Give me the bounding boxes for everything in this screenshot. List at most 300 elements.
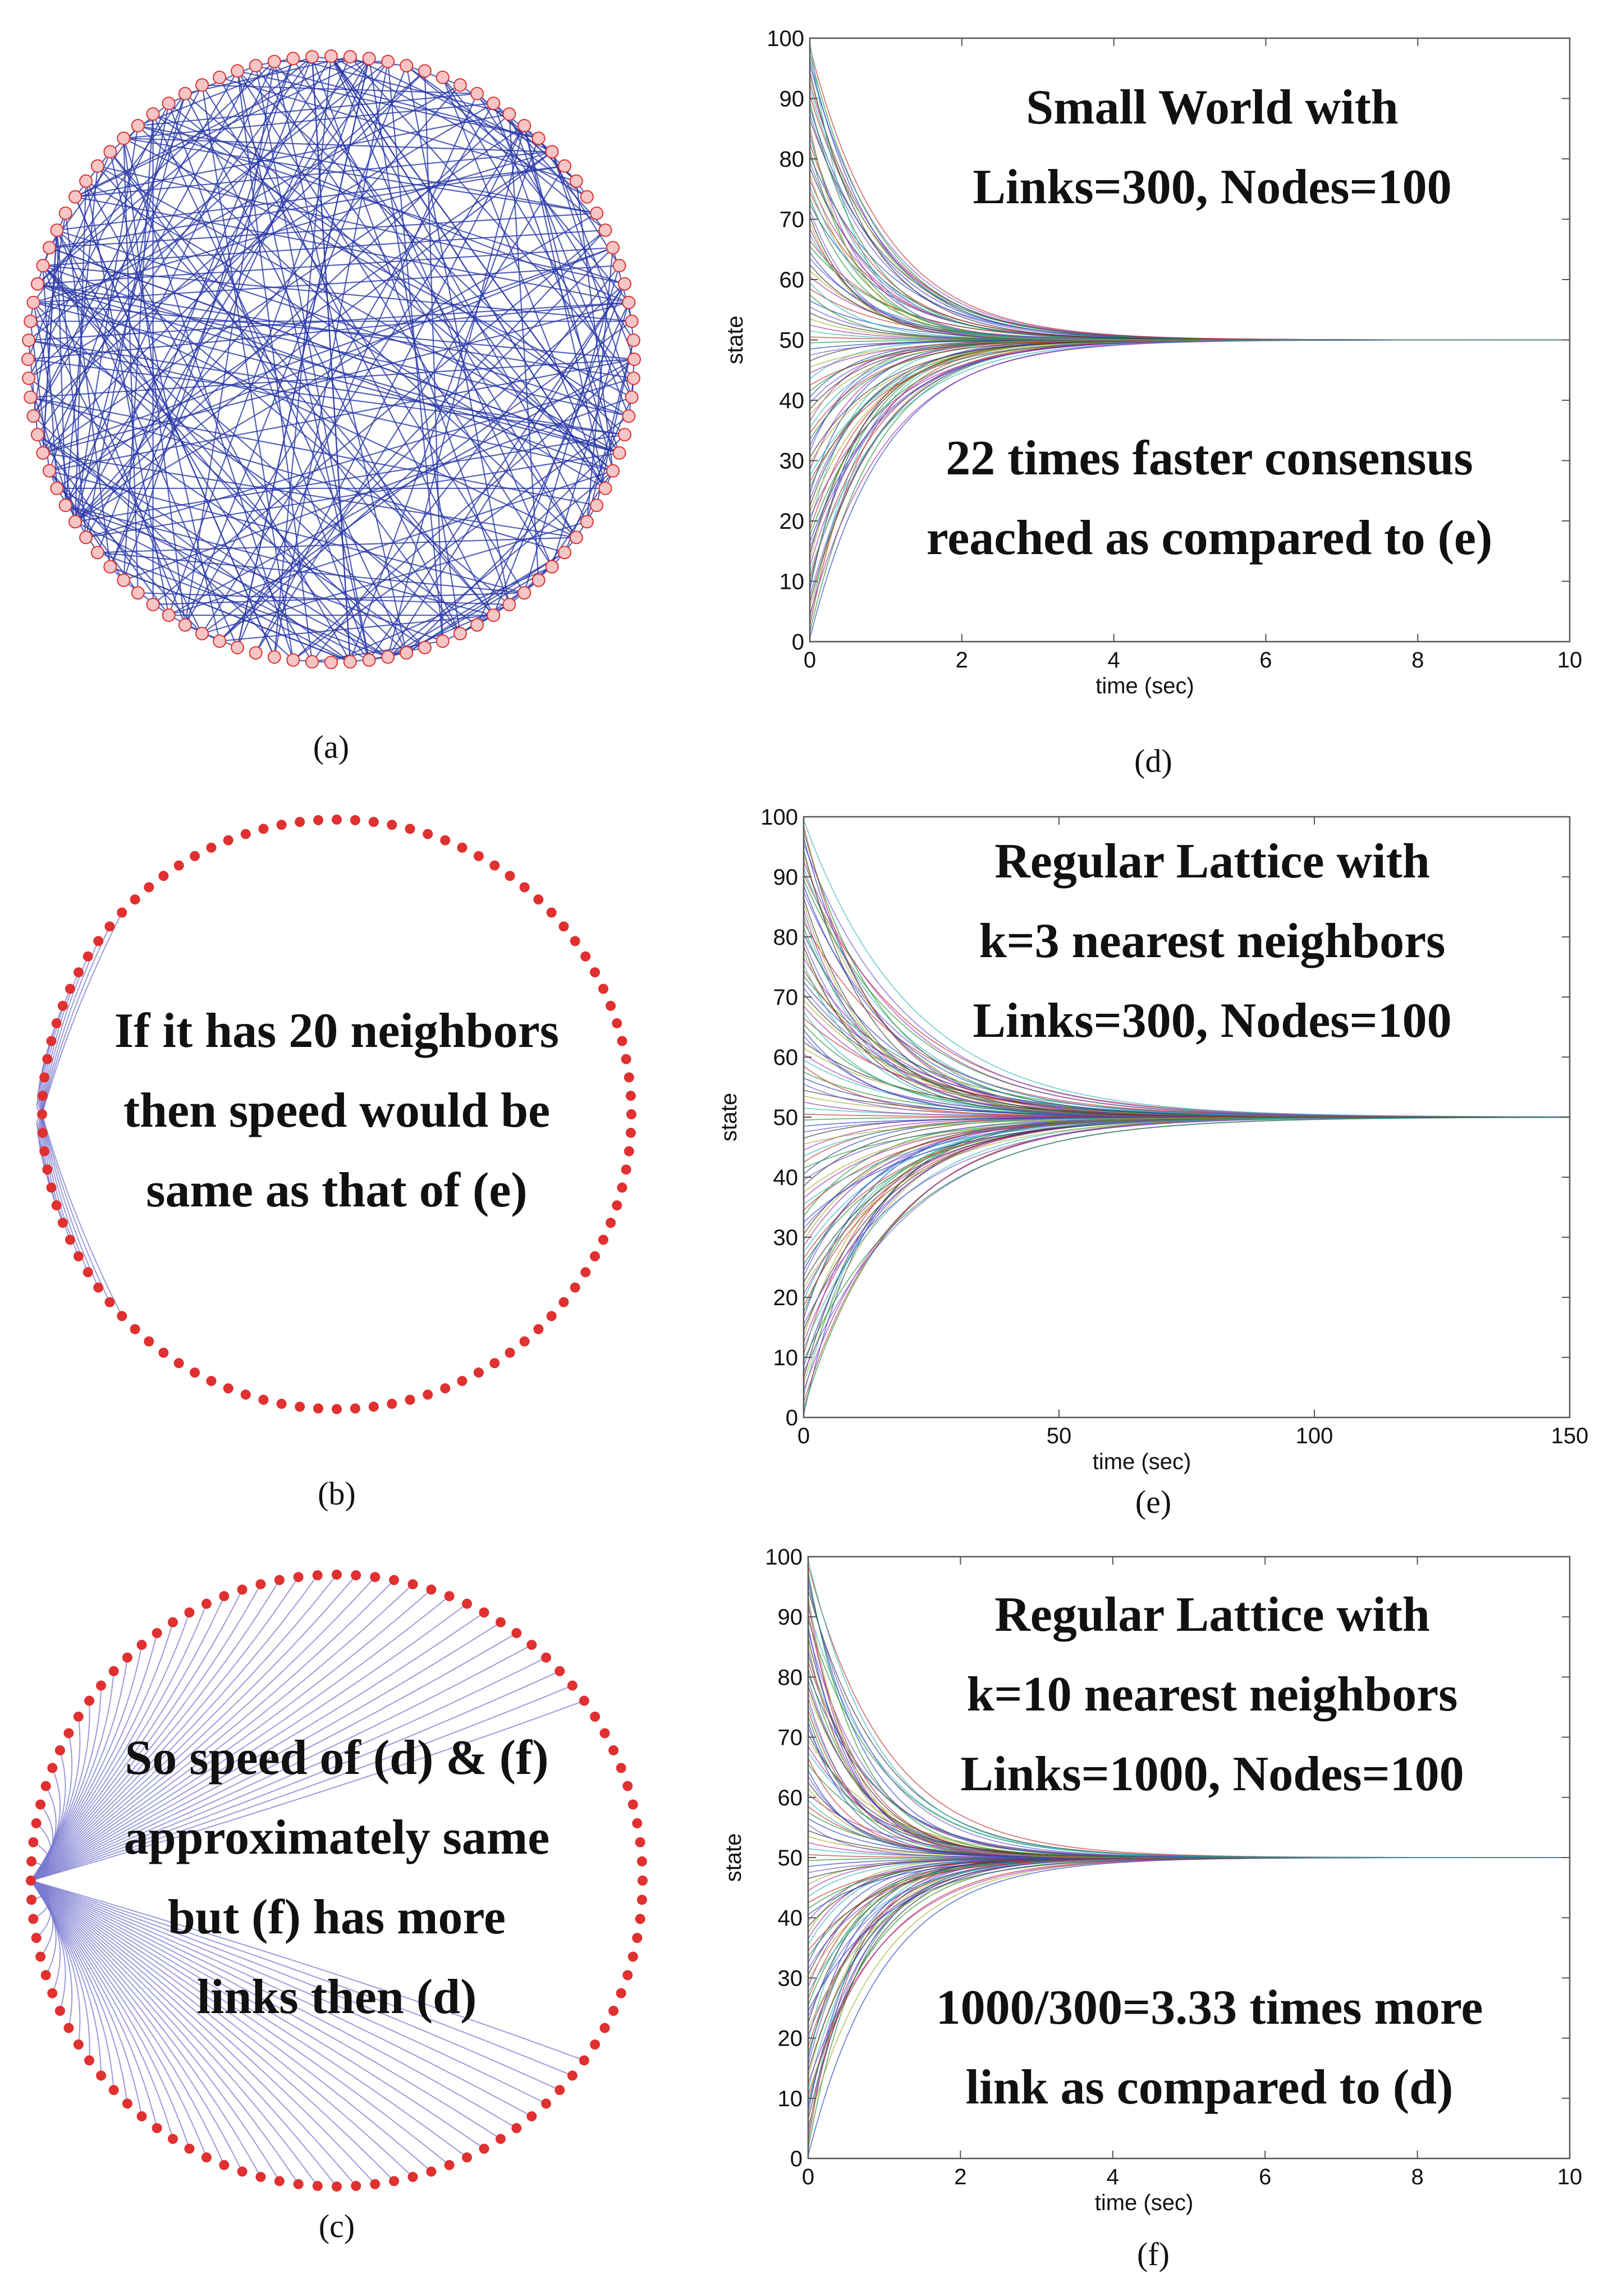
- series-line: [804, 868, 1570, 1117]
- network-node: [313, 2181, 323, 2191]
- network-node: [489, 861, 499, 871]
- network-node: [533, 574, 545, 587]
- series-line: [810, 340, 1570, 428]
- y-tick-label: 30: [777, 1966, 803, 1991]
- chart-annotation: Links=300, Nodes=100: [973, 160, 1452, 214]
- network-node: [621, 1164, 631, 1174]
- series-line: [804, 1117, 1570, 1318]
- x-tick-label: 2: [954, 2165, 967, 2189]
- network-node: [332, 815, 342, 825]
- network-node: [627, 334, 640, 346]
- network-node: [382, 651, 394, 663]
- network-node: [369, 1402, 379, 1412]
- x-tick-label: 0: [803, 648, 817, 673]
- chart-annotation: link as compared to (d): [965, 2060, 1454, 2115]
- network-node: [22, 334, 35, 346]
- annotation-line: links then (d): [196, 1970, 477, 2024]
- network-node: [83, 1267, 93, 1277]
- network-node: [63, 1728, 74, 1738]
- series-line: [804, 1117, 1570, 1288]
- network-node: [83, 952, 93, 962]
- network-node: [503, 598, 515, 611]
- annotation-line: If it has 20 neighbors: [114, 1004, 560, 1058]
- network-node: [454, 79, 466, 91]
- network-node: [306, 51, 318, 63]
- network-node: [590, 499, 603, 511]
- y-tick-label: 10: [777, 2086, 803, 2111]
- series-line: [808, 1614, 1570, 1858]
- network-node: [274, 1575, 285, 1585]
- network-node: [426, 2166, 436, 2176]
- series-line: [808, 1858, 1570, 1939]
- network-node: [570, 1283, 580, 1293]
- chart-annotation: k=3 nearest neighbors: [979, 914, 1446, 968]
- y-tick-label: 0: [790, 2147, 803, 2171]
- chart-annotation: reached as compared to (e): [926, 511, 1493, 565]
- x-tick-label: 4: [1107, 648, 1120, 673]
- network-node: [613, 259, 626, 272]
- network-node: [46, 1036, 56, 1046]
- network-node: [541, 1653, 551, 1663]
- network-node: [84, 2055, 94, 2065]
- series-line: [810, 102, 1570, 340]
- network-node: [96, 2070, 106, 2080]
- network-edge: [42, 941, 98, 1114]
- network-node: [426, 1585, 436, 1595]
- y-tick-label: 50: [773, 1105, 798, 1130]
- x-tick-label: 10: [1557, 648, 1583, 673]
- network-edge: [42, 1114, 122, 1316]
- network-node: [137, 1640, 147, 1650]
- network-node: [274, 2176, 285, 2186]
- network-node: [31, 1818, 42, 1828]
- network-node: [579, 2055, 589, 2065]
- network-node: [474, 1367, 484, 1378]
- network-node: [617, 1183, 627, 1193]
- network-node: [38, 1128, 48, 1138]
- network-node: [147, 108, 159, 120]
- network-node: [27, 296, 40, 309]
- network-node: [632, 1933, 642, 1943]
- network-node: [520, 882, 530, 892]
- network-node: [42, 1054, 52, 1064]
- network-node: [590, 1712, 600, 1722]
- y-tick-label: 50: [777, 1846, 803, 1870]
- network-edge: [42, 1114, 98, 1288]
- network-node: [168, 1617, 178, 1627]
- series-line: [804, 1117, 1570, 1366]
- network-node: [26, 1895, 36, 1905]
- network-node: [325, 656, 337, 669]
- network-node: [163, 609, 175, 621]
- network-node: [241, 829, 251, 839]
- y-tick-label: 90: [773, 865, 798, 890]
- network-node: [287, 52, 299, 65]
- network-node: [440, 1383, 450, 1393]
- series-line: [810, 295, 1570, 340]
- network-node: [382, 56, 394, 68]
- network-node: [190, 1367, 200, 1378]
- chart-panel-1: [717, 805, 1588, 1520]
- network-node: [581, 191, 593, 203]
- x-tick-label: 150: [1551, 1424, 1589, 1448]
- network-node: [344, 656, 356, 668]
- network-edges: [28, 56, 634, 662]
- network-panel-0: [22, 50, 640, 765]
- x-tick-label: 4: [1106, 2165, 1119, 2189]
- network-node: [69, 515, 81, 528]
- network-node: [27, 410, 40, 422]
- network-node: [389, 2176, 399, 2186]
- network-node: [59, 499, 72, 511]
- network-edge: [98, 537, 576, 552]
- x-tick-label: 2: [955, 648, 968, 673]
- network-node: [627, 372, 640, 385]
- network-node: [287, 654, 299, 666]
- network-node: [419, 65, 431, 77]
- network-node: [363, 52, 375, 65]
- chart-annotation: Regular Lattice with: [994, 834, 1430, 889]
- network-node: [526, 2111, 537, 2121]
- network-node: [389, 1575, 399, 1585]
- series-line: [804, 1117, 1570, 1378]
- network-node: [479, 2144, 489, 2154]
- network-node: [325, 50, 337, 62]
- network-node: [184, 2144, 194, 2154]
- network-node: [419, 642, 431, 654]
- x-tick-label: 8: [1411, 648, 1424, 673]
- network-node: [84, 1696, 94, 1706]
- network-node: [43, 241, 56, 254]
- network-edge: [42, 913, 122, 1114]
- network-node: [518, 587, 530, 599]
- network-node: [626, 315, 638, 327]
- network-node: [606, 1218, 616, 1228]
- series-line: [808, 1608, 1570, 1858]
- network-node: [628, 1799, 638, 1809]
- network-node: [598, 984, 608, 994]
- network-node: [626, 391, 638, 404]
- network-node: [558, 546, 571, 559]
- network-node: [117, 908, 127, 918]
- network-node: [47, 1988, 57, 1998]
- network-node: [496, 1617, 506, 1627]
- network-edge: [388, 471, 613, 657]
- network-node: [546, 145, 558, 158]
- network-node: [626, 1091, 636, 1101]
- network-node: [628, 1952, 638, 1962]
- network-node: [179, 88, 191, 100]
- network-node: [258, 1395, 268, 1405]
- network-node: [313, 1570, 323, 1580]
- network-node: [137, 2111, 147, 2121]
- y-tick-label: 100: [760, 805, 798, 830]
- network-edge: [350, 57, 552, 152]
- series-line: [804, 1117, 1570, 1397]
- network-node: [223, 1383, 233, 1393]
- y-tick-label: 80: [779, 147, 804, 172]
- network-node: [444, 2160, 455, 2170]
- y-tick-label: 100: [767, 26, 804, 51]
- network-node: [39, 1146, 49, 1156]
- network-node: [505, 871, 515, 881]
- network-node: [520, 1337, 530, 1347]
- network-node: [144, 882, 154, 892]
- network-node: [117, 1311, 127, 1321]
- chart-annotation: Links=1000, Nodes=100: [960, 1747, 1464, 1801]
- network-node: [46, 1183, 56, 1193]
- y-tick-label: 60: [773, 1045, 798, 1070]
- network-node: [533, 894, 543, 904]
- y-tick-label: 30: [773, 1225, 798, 1250]
- y-tick-label: 90: [779, 86, 804, 112]
- panel-caption: (d): [1134, 743, 1172, 779]
- network-node: [635, 1837, 645, 1847]
- network-node: [80, 175, 92, 187]
- network-node: [109, 1666, 119, 1676]
- network-node: [405, 824, 415, 834]
- y-tick-label: 70: [773, 985, 798, 1010]
- network-node: [616, 1763, 626, 1773]
- network-edge: [38, 434, 388, 657]
- network-node: [58, 1218, 68, 1228]
- network-edge: [185, 57, 350, 94]
- x-tick-label: 100: [1295, 1424, 1333, 1448]
- network-node: [590, 2039, 600, 2050]
- network-node: [570, 936, 580, 946]
- y-axis-label: state: [723, 315, 748, 364]
- network-node: [617, 1036, 627, 1046]
- network-node: [496, 2134, 506, 2144]
- network-node: [69, 191, 81, 203]
- x-tick-label: 10: [1557, 2165, 1583, 2189]
- network-node: [622, 296, 635, 309]
- network-node: [408, 1579, 418, 1589]
- network-node: [241, 1389, 251, 1399]
- x-tick-label: 50: [1046, 1424, 1072, 1448]
- network-node: [387, 1399, 397, 1409]
- network-node: [132, 120, 144, 132]
- network-node: [31, 278, 44, 290]
- network-node: [117, 132, 130, 144]
- series-line: [804, 1117, 1570, 1282]
- y-tick-label: 70: [779, 207, 804, 232]
- network-edge: [293, 58, 576, 537]
- chart-annotation: Regular Lattice with: [994, 1588, 1430, 1642]
- network-node: [122, 2098, 132, 2109]
- network-node: [581, 515, 593, 528]
- network-node: [104, 561, 116, 573]
- network-edge: [75, 197, 274, 657]
- y-tick-label: 0: [785, 1406, 798, 1430]
- series-group: [804, 820, 1570, 1414]
- series-line: [810, 216, 1570, 340]
- network-node: [237, 1585, 247, 1595]
- network-node: [117, 574, 130, 587]
- network-node: [196, 628, 208, 640]
- network-node: [255, 2172, 265, 2182]
- network-node: [471, 88, 483, 100]
- network-node: [36, 447, 49, 459]
- network-node: [580, 952, 590, 962]
- network-node: [471, 619, 483, 631]
- network-node: [462, 1599, 472, 1609]
- network-node: [213, 635, 226, 647]
- network-node: [26, 1856, 36, 1867]
- network-node: [58, 1001, 68, 1011]
- network-node: [590, 1251, 600, 1261]
- network-node: [65, 1235, 75, 1245]
- network-node: [624, 1146, 634, 1156]
- network-node: [612, 1018, 622, 1028]
- network-edge: [406, 66, 460, 85]
- network-node: [147, 598, 159, 611]
- network-node: [567, 1681, 577, 1691]
- panel-caption: (f): [1137, 2236, 1170, 2272]
- network-node: [462, 2152, 472, 2162]
- network-node: [277, 1399, 287, 1409]
- series-line: [804, 1117, 1570, 1337]
- series-line: [804, 1117, 1570, 1300]
- network-node: [400, 647, 412, 659]
- network-node: [487, 609, 499, 621]
- network-node: [505, 1348, 515, 1358]
- network-node: [43, 465, 56, 477]
- network-edge: [42, 1114, 109, 1302]
- network-node: [144, 1337, 154, 1347]
- network-node: [405, 1395, 415, 1405]
- network-node: [294, 1572, 304, 1582]
- series-line: [810, 113, 1570, 340]
- network-node: [80, 531, 92, 543]
- network-node: [31, 428, 44, 441]
- x-axis-label: time (sec): [1092, 1449, 1191, 1474]
- network-panel-2: [26, 1570, 648, 2244]
- network-node: [24, 391, 36, 404]
- network-node: [487, 97, 499, 109]
- y-tick-label: 70: [777, 1725, 803, 1750]
- network-node: [350, 815, 360, 825]
- network-node: [632, 1818, 642, 1828]
- network-node: [546, 561, 558, 573]
- chart-annotation: k=10 nearest neighbors: [966, 1667, 1458, 1722]
- network-node: [344, 51, 356, 63]
- network-node: [387, 820, 397, 830]
- network-node: [268, 56, 281, 68]
- x-tick-label: 0: [801, 2165, 815, 2189]
- network-node: [122, 1653, 132, 1663]
- network-node: [626, 1128, 636, 1138]
- network-node: [408, 2172, 418, 2182]
- network-node: [104, 145, 116, 158]
- network-node: [35, 1952, 45, 1962]
- y-tick-label: 80: [773, 925, 798, 950]
- network-node: [570, 175, 583, 187]
- network-node: [618, 278, 631, 290]
- network-node: [526, 1640, 537, 1650]
- network-node: [590, 207, 603, 219]
- network-node: [554, 2085, 565, 2095]
- network-edge: [350, 138, 539, 662]
- network-node: [52, 1200, 62, 1210]
- network-edge: [38, 62, 274, 284]
- network-node: [637, 1895, 647, 1905]
- series-line: [808, 1858, 1570, 1957]
- network-node: [28, 1837, 38, 1847]
- network-edge: [237, 71, 552, 566]
- network-node: [332, 2181, 342, 2192]
- network-node: [255, 1579, 265, 1589]
- network-node: [63, 2023, 74, 2033]
- network-node: [52, 1018, 62, 1028]
- network-node: [618, 428, 631, 441]
- series-line: [804, 1117, 1570, 1391]
- network-node: [36, 259, 49, 272]
- y-tick-label: 80: [777, 1665, 803, 1690]
- annotation-line: but (f) has more: [167, 1890, 506, 1945]
- network-node: [130, 1324, 140, 1334]
- chart-annotation: Small World with: [1026, 80, 1399, 135]
- network-node: [38, 1091, 48, 1101]
- network-node: [231, 65, 244, 77]
- network-node: [91, 160, 104, 172]
- x-tick-label: 8: [1411, 2165, 1424, 2189]
- network-node: [74, 967, 84, 977]
- network-node: [635, 1914, 645, 1924]
- network-node: [158, 1348, 168, 1358]
- network-node: [547, 1311, 557, 1321]
- network-node: [93, 1283, 103, 1293]
- network-node: [250, 60, 262, 72]
- network-node: [132, 587, 144, 599]
- network-node: [268, 651, 281, 663]
- y-tick-label: 20: [777, 2026, 803, 2051]
- network-node: [511, 2123, 521, 2133]
- network-node: [37, 1109, 47, 1119]
- network-node: [51, 482, 63, 495]
- network-node: [622, 410, 635, 422]
- chart-annotation: 1000/300=3.33 times more: [936, 1981, 1483, 2035]
- network-node: [196, 79, 208, 91]
- y-tick-label: 30: [779, 449, 804, 474]
- network-node: [363, 654, 375, 666]
- network-node: [24, 315, 36, 327]
- network-node: [104, 921, 114, 931]
- network-node: [474, 851, 484, 861]
- network-node: [201, 2152, 212, 2162]
- x-tick-label: 6: [1259, 2165, 1272, 2189]
- panel-caption: (e): [1135, 1484, 1172, 1520]
- network-node: [457, 1376, 467, 1386]
- network-node: [351, 1570, 361, 1580]
- network-node: [607, 241, 619, 254]
- network-node: [190, 851, 200, 861]
- network-node: [624, 1072, 634, 1082]
- network-node: [628, 353, 640, 365]
- network-node: [579, 1696, 589, 1706]
- network-node: [219, 1591, 229, 1601]
- network-node: [437, 635, 449, 647]
- network-node: [423, 1389, 433, 1399]
- network-node: [511, 1628, 521, 1638]
- network-node: [590, 967, 600, 977]
- chart-annotation: 22 times faster consensus: [946, 431, 1473, 486]
- network-node: [223, 835, 233, 845]
- network-node: [47, 1763, 57, 1773]
- network-node: [74, 1712, 84, 1722]
- network-node: [612, 1200, 622, 1210]
- x-tick-label: 6: [1259, 648, 1272, 673]
